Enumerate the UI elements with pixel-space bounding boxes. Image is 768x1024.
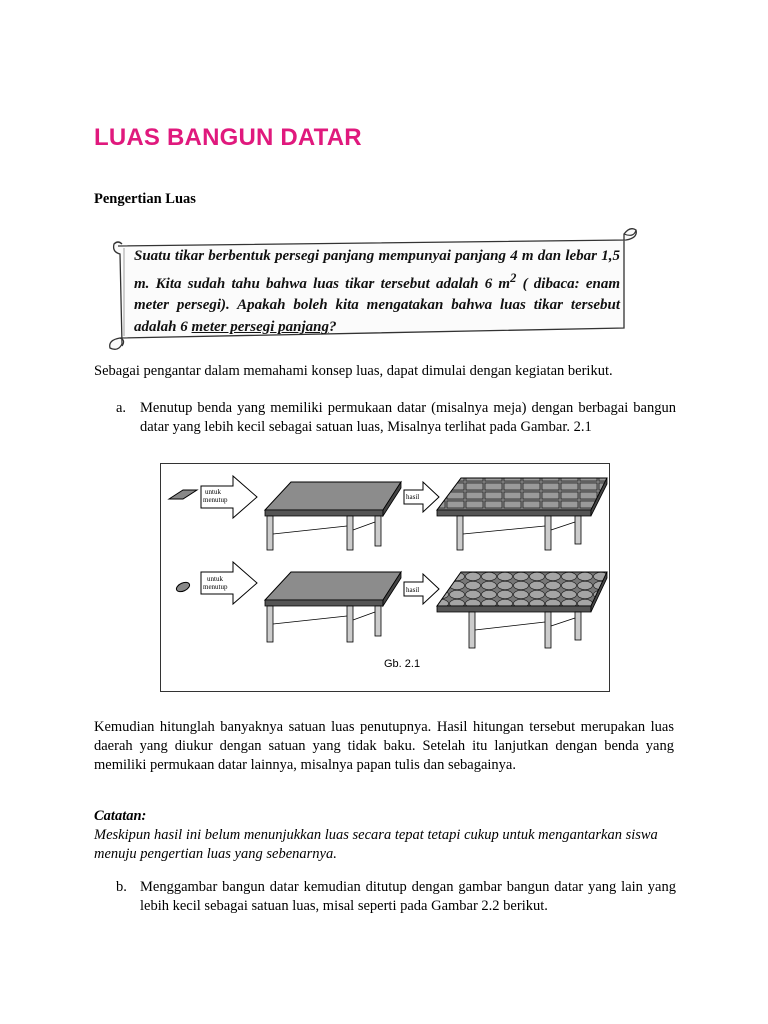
arrow-untuk-menutup-1 <box>201 476 257 518</box>
svg-text:hasil: hasil <box>406 586 420 594</box>
scroll-superscript: 2 <box>510 270 517 285</box>
list-item-text: Menggambar bangun datar kemudian ditutup dengan gambar bangun datar yang lain yang lebih kecil sebagai satuan luas, misal seperti pada Gambar 2.2 berikut. <box>140 879 676 914</box>
figure-2-1 <box>160 463 610 692</box>
list-marker: b. <box>116 879 127 895</box>
scroll-text-part-2: ( dibaca: enam meter persegi). Apakah boleh kita mengatakan bahwa luas tikar tersebut adalah 6 <box>134 275 621 335</box>
scroll-underlined-text: meter persegi panjang <box>191 318 330 335</box>
table-plain-2 <box>265 572 401 642</box>
table-ellipse-covered <box>437 572 607 648</box>
scroll-text-part-1: Suatu tikar berbentuk persegi panjang mempunyai panjang 4 m dan lebar 1,5 m. Kita sudah tahu bahwa luas tikar tersebut adalah 6 m <box>134 248 620 292</box>
list-item-b <box>116 878 676 916</box>
svg-text:menutup: menutup <box>203 496 228 504</box>
scroll-banner <box>106 228 642 352</box>
arrow-hasil-2 <box>404 574 439 604</box>
figure-caption: Gb. 2.1 <box>384 658 421 670</box>
list-marker: a. <box>116 400 127 416</box>
svg-text:menutup: menutup <box>203 583 228 591</box>
list-item-text: Menutup benda yang memiliki permukaan datar (misalnya meja) dengan berbagai bangun datar yang lebih kecil sebagai satuan luas, Misalnya terlihat pada Gambar. 2.1 <box>140 400 676 435</box>
unit-parallelogram <box>169 490 197 499</box>
section-heading: Pengertian Luas <box>94 191 196 207</box>
list-item-a <box>116 399 676 437</box>
note-heading: Catatan: <box>94 808 147 824</box>
note-body: Meskipun hasil ini belum menunjukkan luas secara tepat tetapi cukup untuk mengantarkan siswa menuju pengertian luas yang sebenarnya. <box>94 827 658 862</box>
page-title: LUAS BANGUN DATAR <box>94 124 362 151</box>
scroll-text-end: ? <box>329 318 337 335</box>
arrow-untuk-menutup-2 <box>201 562 257 604</box>
intro-paragraph: Sebagai pengantar dalam memahami konsep luas, dapat dimulai dengan kegiatan berikut. <box>94 363 613 379</box>
svg-text:untuk: untuk <box>207 575 223 583</box>
table-plain-1 <box>265 482 401 550</box>
body-paragraph: Kemudian hitunglah banyaknya satuan luas penutupnya. Hasil hitungan tersebut merupakan luas daerah yang diukur dengan satuan yang tidak baku. Setelah itu lanjutkan dengan benda yang memiliki permukaan datar lainnya, misalnya papan tulis dan sebagainya. <box>94 719 674 773</box>
arrow-hasil-1 <box>404 482 439 512</box>
unit-ellipse <box>175 580 191 593</box>
svg-text:untuk: untuk <box>205 488 221 496</box>
table-grid-covered <box>437 478 607 550</box>
svg-text:hasil: hasil <box>406 493 420 501</box>
scroll-text <box>134 246 620 338</box>
